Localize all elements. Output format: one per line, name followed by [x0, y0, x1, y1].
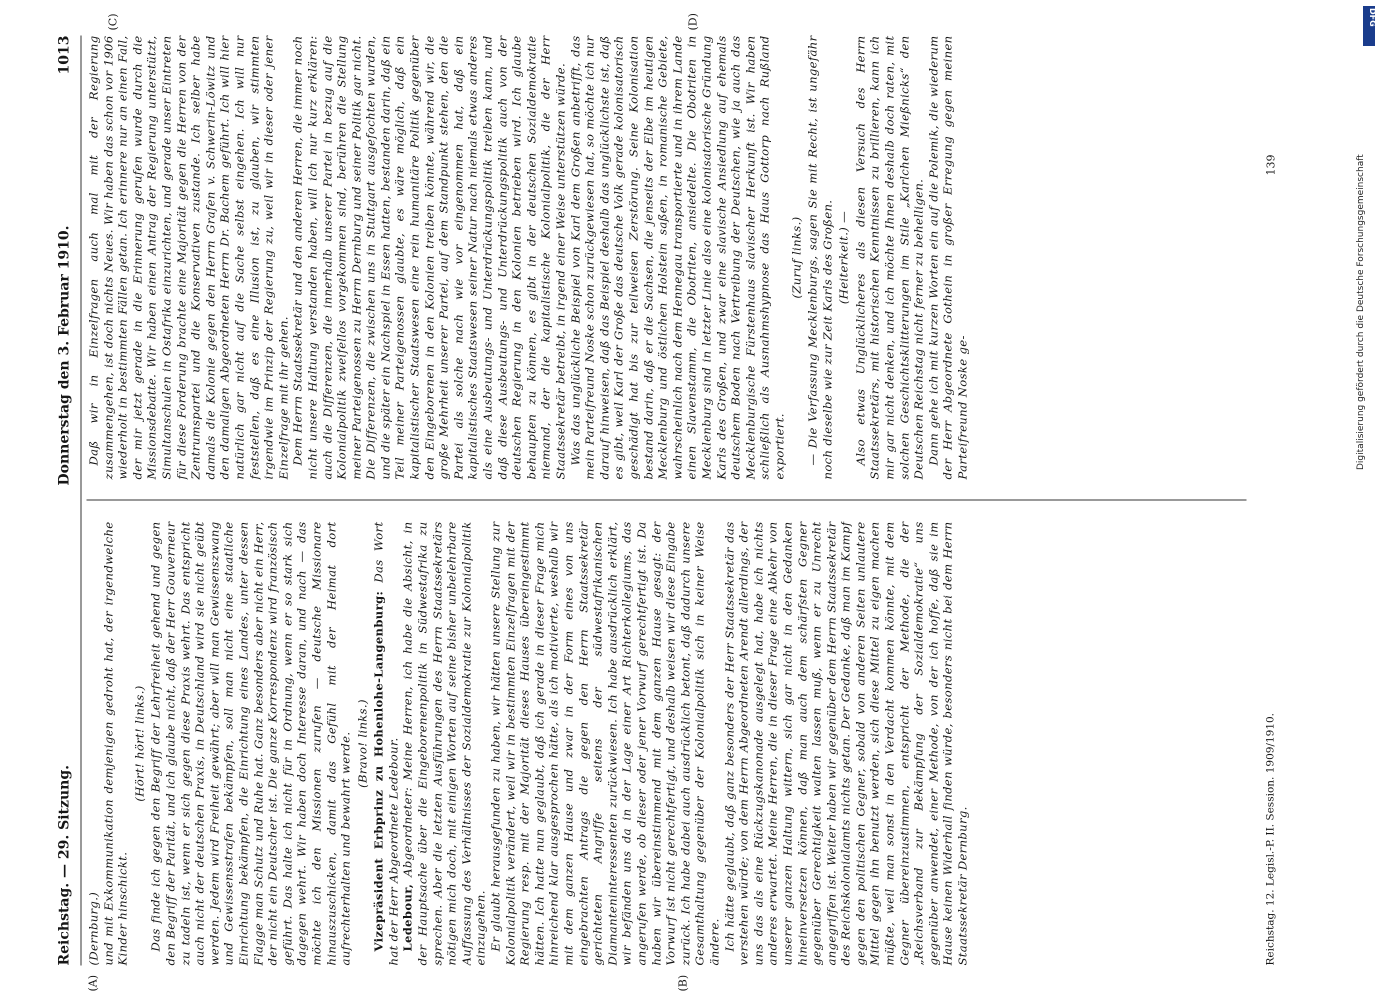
paragraph: Vizepräsident Erbprinz zu Hohenlohe-Langenburg: Das Wort hat der Herr Abgeordnete Ledebour.	[371, 521, 401, 966]
paragraph: Ich hätte geglaubt, daß ganz besonders der Herr Staatssekretär das verstehen würde; von dem Herrn Abgeordneten Arendt allerdings, der uns das als eine Rückzugskanonade ausgelegt hat, habe ich nichts anderes erwartet. Meine Herren, die in dieser Frage eine Abkehr von unserer ganzen Haltung wittern, sich gar nicht in den Gedanken hineinversetzen können, daß man auch dem schärfsten Gegner gegenüber Gerechtigkeit walten lassen muß, wenn er zu Unrecht angegriffen ist. Weiter haben wir gegenüber dem Herrn Staatssekretär des Reichskolonialamts nichts getan. Der Gedanke, daß man im Kampf gegen den politischen Gegner, sobald von anderen Seiten unlautere Mittel gegen ihn benutzt werden, sich diese Mittel zu eigen machen müßte, weil man sonst in den Verdacht kommen könnte, mit dem Gegner übereinzustimmen, entspricht der Methode, die der „Reichsverband zur Bekämpfung der Sozialdemokratie“ uns gegenüber anwendet, einer Methode, von der ich hoffe, daß sie im Hause keinen Widerhall finden würde, besonders nicht bei dem Herrn Staatssekretär Dernburg.	[722, 521, 970, 966]
paragraph: Daß wir in Einzelfragen auch mal mit der Regierung zusammengehen, ist doch nichts Neues. Wir haben das schon vor 1906 wiederholt in bestimmten Fällen getan. Ich erinnere nur an einen Fall, der mir jetzt gerade in die Erinnerung gerufen wurde durch die Missionsdebatte. Wir haben einen Antrag der Regierung unterstützt, Simultanschulen in Ostafrika einzurichten, und gerade unser Eintreten für diese Forderung brachte eine Majorität gegen die Herren von der Zentrumspartei und die Konservativen zustande. Ich selber habe damals die Kolonie gegen den Herrn Grafen v. Schwerin-Löwitz und den damaligen Abgeordneten Herrn Dr. Bachem geführt. Ich will hier natürlich gar nicht auf die Sache selbst eingehen. Ich will nur feststellen, daß es eine Illusion ist, zu glauben, wir stimmten irgendwie im Prinzip der Regierung zu, weil wir in dieser oder jener Einzelfrage mit ihr gehen.	[86, 35, 291, 480]
interjection: (Zuruf links.)	[789, 216, 803, 299]
paragraph: und mit Exkommunikation demjenigen gedroht hat, der irgendwelche Kinder hinschickt.	[101, 521, 130, 966]
interjection: (Bravo! links.)	[355, 699, 370, 788]
header-session: Reichstag. — 29. Sitzung.	[56, 765, 73, 966]
dfg-logo: DFG	[1363, 6, 1375, 46]
paragraph: — Die Verfassung Mecklenburgs, sagen Sie mit Recht, ist ungefähr noch dieselbe wie zur Zeit Karls des Großen.	[805, 35, 835, 480]
paragraph: Ledebour, Abgeordneter: Meine Herren, ich habe die Absicht, in der Hauptsache über die Eingeborenenpolitik in Südwestafrika zu sprechen. Aber die letzten Ausführungen des Herrn Staatssekretärs nötigen mich doch, mit einigen Worten auf seine bisher unbelehrbare Auffassung des Verhältnisses der Sozialdemokratie zur Kolonialpolitik einzugehen.	[400, 521, 488, 966]
interjection: (Heiterkeit.) —	[836, 210, 851, 305]
margin-mark-c: (C)	[106, 13, 120, 31]
right-column	[87, 36, 1257, 480]
margin-mark-d: (D)	[686, 13, 700, 31]
speaker-note: (Dernburg.)	[86, 891, 101, 966]
document-page	[47, 13, 1302, 992]
paragraph: Dann gehe ich mit kurzen Worten ein auf die Polemik, die wiederum der Herr Abgeordnete Gothein in großer Erregung gegen meinen Parteifreund Noske ge-	[926, 35, 970, 480]
signature-number: 139	[1264, 154, 1278, 176]
interjection: (Hört! hört! links.)	[132, 685, 147, 802]
left-column	[87, 522, 1257, 966]
running-header	[47, 36, 82, 966]
header-date: Donnerstag den 3. Februar 1910.	[56, 225, 73, 486]
paragraph: Das finde ich gegen den Begriff der Lehrfreiheit gehend und gegen den Begriff der Parität, und ich glaube nicht, daß der Herr Gouverneur zu tadeln ist, wenn er sich gegen diese Praxis wehrt. Das entspricht auch nicht der deutschen Praxis, in Deutschland wird sie nicht geübt werden. Jedem wird Freiheit gewährt; aber will man Gewissenszwang und Gewissensstrafen bekämpfen, soll man nicht eine staatliche Einrichtung bekämpfen, die Einrichtung eines Landes, unter dessen Flagge man Schutz und Ruhe hat. Ganz besonders aber nicht ein Herr, der nicht ein Deutscher ist. Die ganze Korrespondenz wird französisch geführt. Das halte ich nicht für in Ordnung, wenn er so stark sich dagegen wehrt. Wir haben doch Interesse daran, und nach — das möchte ich den Missionen zurufen — deutsche Missionare hinauszuschicken, damit das Gefühl mit der Heimat dort aufrechterhalten und bewahrt werde.	[148, 521, 353, 966]
page-number: 1013	[56, 35, 73, 75]
footer-session: Reichstag. 12. Legisl.-P. II. Session. 1909/1910.	[1264, 712, 1277, 966]
margin-mark-a: (A)	[86, 974, 100, 992]
paragraph: Also etwas Unglücklicheres als diesen Versuch des Herrn Staatssekretärs, mit historischen Kenntnissen zu brillieren, kann ich mir gar nicht denken, und ich möchte Ihnen deshalb doch raten, mit solchen Geschichtsklitterungen im Stile „Karlchen Mießnicks“ den Deutschen Reichstag nicht ferner zu behelligen.	[853, 35, 926, 480]
column-divider	[87, 500, 1247, 501]
paragraph: Er glaubt herausgefunden zu haben, wir hätten unsere Stellung zur Kolonialpolitik verändert, weil wir in bestimmten Einzelfragen mit der Regierung resp. mit der Majorität dieses Hauses übereingestimmt hätten. Ich hatte nun geglaubt, daß ich gerade in dieser Frage mich hinreichend klar ausgesprochen hätte, als ich motivierte, weshalb wir mit dem ganzen Hause und zwar in der Form eines von uns eingebrachten Antrags die gegen den Herrn Staatssekretär gerichteten Angriffe seitens der südwestafrikanischen Diamanteninteressenten zurückwiesen. Ich habe ausdrücklich erklärt, wir befänden uns da in der Lage einer Art Richterkollegiums, das angerufen werde, ob dieser oder jener Vorwurf gerechtfertigt ist. Da haben wir übereinstimmend mit dem ganzen Hause gesagt: der Vorwurf ist nicht gerechtfertigt, und deshalb weisen wir diese Eingabe zurück. Ich habe dabei auch ausdrücklich betont, daß dadurch unsere Gesamthaltung gegenüber der Kolonialpolitik sich in keiner Weise ändere.	[488, 521, 722, 966]
paragraph: Dem Herrn Staatssekretär und den anderen Herren, die immer noch nicht unsere Haltung verstanden haben, will ich nur kurz erklären: auch die Differenzen, die innerhalb unserer Partei in bezug auf die Kolonialpolitik zweifellos vorgekommen sind, berühren die Stellung meiner Parteigenossen zu Herrn Dernburg und seiner Politik gar nicht. Die Differenzen, die zwischen uns in Stuttgart ausgefochten wurden, und die später ein Nachspiel in Essen hatten, bestanden darin, daß ein Teil meiner Parteigenossen glaubte, es wäre möglich, daß ein kapitalistischer Staatswesen eine rein humanitäre Politik gegenüber den Eingeborenen in den Kolonien treiben könnte, während wir, die große Mehrheit unserer Partei, auf dem Standpunkt stehen, den die Partei als solche nach wie vor eingenommen hat, daß ein kapitalistisches Staatswesen seiner Natur nach niemals etwas anderes als eine Ausbeutungs- und Unterdrückungspolitik treiben kann, und daß diese Ausbeutungs- und Unterdrückungspolitik auch von der deutschen Regierung in den Kolonien betrieben wird. Ich glaube behaupten zu können, es gibt in der deutschen Sozialdemokratie niemand, der die kapitalistische Kolonialpolitik, die der Herr Staatssekretär betreibt, in irgend einer Weise unterstützen würde.	[290, 35, 568, 480]
paragraph: Was das unglückliche Beispiel von Karl dem Großen anbetrifft, das mein Parteifreund Noske schon zurückgewiesen hat, so möchte ich nur darauf hinweisen, daß das Beispiel deshalb das unglücklichste ist, daß es gibt, weil Karl der Große das deutsche Volk gerade kolonisatorisch geschädigt hat bis zur teilweisen Zerstörung. Seine Kolonisation bestand darin, daß er die Sachsen, die jenseits der Elbe im heutigen Mecklenburg und östlichen Holstein saßen, in romanische Gebiete, wahrscheinlich nach dem Hennegau transportierte und in ihrem Lande einen Slavenstamm, die Obotriten, ansiedelte. Die Obotriten in Mecklenburg sind in letzter Linie also eine kolonisatorische Gründung Karls des Großen, und zwar eine slavische Ansiedlung auf ehemals deutschem Boden nach Vertreibung der Deutschen, wie ja auch das Mecklenburgische Fürstenhaus slavischer Herkunft ist. Wir haben schließlich als Ausnahmshypnose das Haus Gottorp nach Rußland exportiert.	[568, 35, 787, 480]
digitization-note: Digitalisierung gefördert durch die Deutsche Forschungsgemeinschaft	[1356, 154, 1366, 470]
margin-mark-b: (B)	[676, 974, 690, 992]
